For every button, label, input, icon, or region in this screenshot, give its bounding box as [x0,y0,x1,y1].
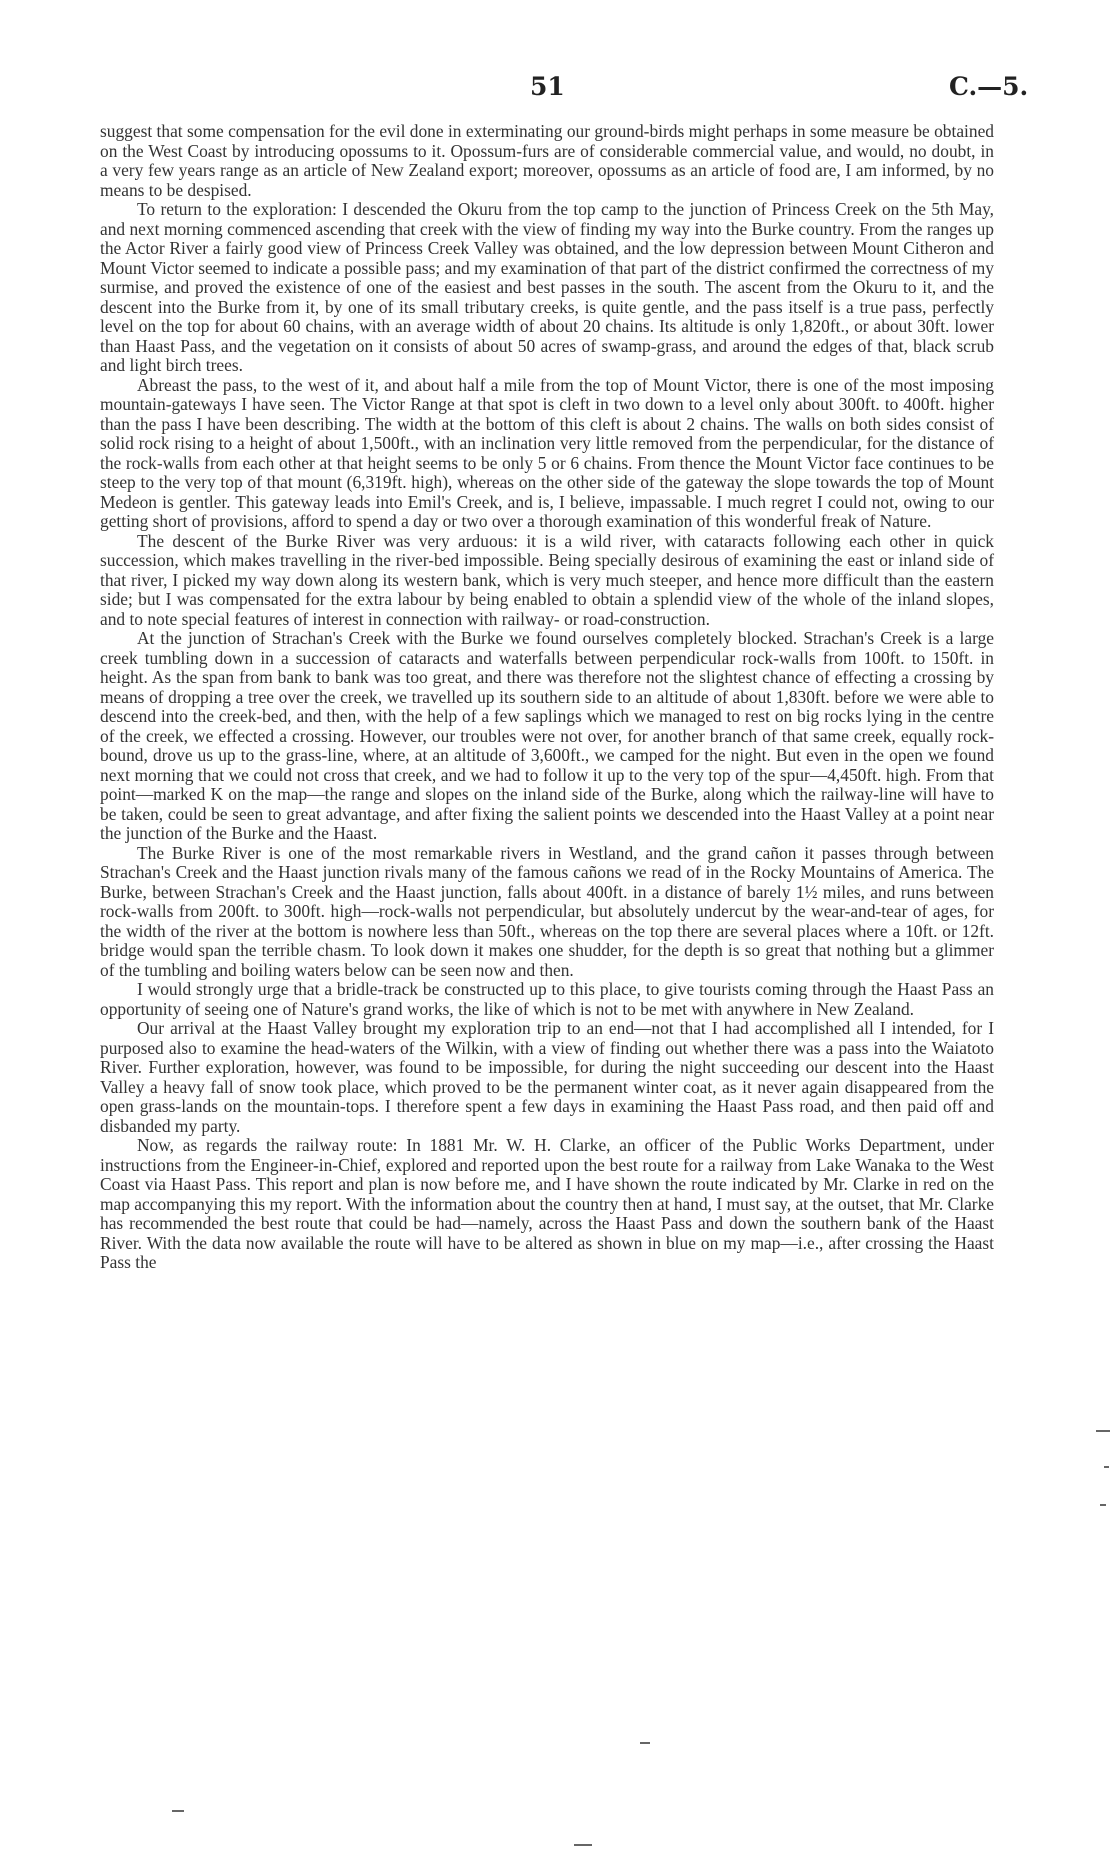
paragraph-haast-valley: Our arrival at the Haast Valley brought my exploration trip to an end—not that I had accomplished all I intended, for I purposed also to examine the head-waters of the Wilkin, with a view of finding out whether there was a pass into the Waiatoto River. Further exploration, however, was found to be impossible, for during the night succeeding our descent into the Haast Valley a heavy fall of snow took place, which proved to be the permanent winter coat, as it never again disappeared from the open grass-lands on the mountain-tops. I therefore spent a few days in examining the Haast Pass road, and then paid off and disbanded my party. [100,1018,994,1136]
body-text [100,122,994,1273]
paragraph-mountain-gateway: Abreast the pass, to the west of it, and about half a mile from the top of Mount Victor, there is one of the most imposing mountain-gateways I have seen. The Victor Range at that spot is cleft in two down to a level only about 300ft. to 400ft. higher than the pass I have been describing. The width at the bottom of this cleft is about 2 chains. The walls on both sides consist of solid rock rising to a height of about 1,500ft., with an inclination very little removed from the perpendicular, for the distance of the rock-walls from each other at that height seems to be only 5 or 6 chains. From thence the Mount Victor face continues to be steep to the very top of that mount (6,319ft. high), whereas on the other side of the gateway the slope towards the top of Mount Medeon is gentler. This gateway leads into Emil's Creek, and is, I believe, impassable. I much regret I could not, owing to our getting short of provisions, afford to spend a day or two over a thorough examination of this wonderful freak of Nature. [100,374,994,531]
paragraph-railway-route: Now, as regards the railway route: In 1881 Mr. W. H. Clarke, an officer of the Public Works Department, under instructions from the Engineer-in-Chief, explored and reported upon the best route for a railway from Lake Wanaka to the West Coast via Haast Pass. This report and plan is now before me, and I have shown the route indicated by Mr. Clarke in red on the map accompanying this my report. With the information about the country then at hand, I must say, at the outset, that Mr. Clarke has recommended the best route that could be had—namely, across the Haast Pass and down the southern bank of the Haast River. With the data now available the route will have to be altered as shown in blue on my map—i.e., after crossing the Haast Pass the [100,1135,994,1272]
paragraph-bridle-track: I would strongly urge that a bridle-track be constructed up to this place, to give tourists coming through the Haast Pass an opportunity of seeing one of Nature's grand works, the like of which is not to be met with anywhere in New Zealand. [100,979,994,1019]
scan-mark [1096,1430,1110,1432]
paragraph-strachans-creek: At the junction of Strachan's Creek with the Burke we found ourselves completely blocked. Strachan's Creek is a large creek tumbling down in a succession of cataracts and waterfalls between perpendicular rock-walls from 100ft. to 150ft. in height. As the span from bank to bank was too great, and there was therefore not the slightest chance of effecting a crossing by means of dropping a tree over the creek, we travelled up its southern side to an altitude of about 1,830ft. before we were able to descend into the creek-bed, and then, with the help of a few saplings which we managed to rest on big rocks lying in the centre of the creek, we effected a crossing. However, our troubles were not over, for another branch of that same creek, equally rock-bound, drove us up to the grass-line, where, at an altitude of 3,600ft., we camped for the night. But even in the open we found next morning that we could not cross that creek, and we had to follow it up to the very top of the spur—4,450ft. high. From that point—marked K on the map—the range and slopes on the inland side of the Burke, along which the railway-line will have to be taken, could be seen to great advantage, and after fixing the salient points we descended into the Haast Valley at a point near the junction of the Burke and the Haast. [100,628,994,843]
paragraph-burke-descent: The descent of the Burke River was very arduous: it is a wild river, with cataracts following each other in quick succession, which makes travelling in the river-bed impossible. Being specially desirous of examining the east or inland side of that river, I picked my way down along its western bank, which is very much steeper, and hence more difficult than the eastern side; but I was compensated for the extra labour by being enabled to obtain a splendid view of the whole of the inland slopes, and to note special features of interest in connection with railway- or road-construction. [100,530,994,629]
paragraph-opossums: suggest that some compensation for the evil done in exterminating our ground-birds might perhaps in some measure be obtained on the West Coast by introducing opossums to it. Opossum-furs are of considerable commercial value, and would, no doubt, in a very few years range as an article of New Zealand export; moreover, opossums as an article of food are, I am informed, by no means to be despised. [100,121,994,200]
scan-mark [172,1810,184,1812]
document-reference: C.—5. [949,72,1029,101]
page-number: 51 [530,72,565,101]
scan-mark [1100,1504,1106,1506]
scan-mark [640,1742,650,1744]
scan-mark [1104,1466,1109,1468]
scan-mark [574,1844,592,1846]
paragraph-burke-canon: The Burke River is one of the most remarkable rivers in Westland, and the grand cañon it passes through between Strachan's Creek and the Haast junction rivals many of the famous cañons we read of in the Rocky Mountains of America. The Burke, between Strachan's Creek and the Haast junction, falls about 400ft. in a distance of barely 1½ miles, and runs between rock-walls from 200ft. to 300ft. high—rock-walls not perpendicular, but absolutely undercut by the wear-and-tear of ages, for the width of the river at the bottom is nowhere less than 50ft., whereas on the top there are several places where a 10ft. or 12ft. bridge would span the terrible chasm. To look down it makes one shudder, for the depth is so great that nothing but a glimmer of the tumbling and boiling waters below can be seen now and then. [100,842,994,980]
paragraph-exploration: To return to the exploration: I descended the Okuru from the top camp to the junction of Princess Creek on the 5th May, and next morning commenced ascending that creek with the view of finding my way into the Burke country. From the ranges up the Actor River a fairly good view of Princess Creek Valley was obtained, and the low depression between Mount Citheron and Mount Victor seemed to indicate a possible pass; and my examination of that part of the district confirmed the correctness of my surmise, and proved the existence of one of the easiest and best passes in the south. The ascent from the Okuru to it, and the descent into the Burke from it, by one of its small tributary creeks, is quite gentle, and the pass itself is a true pass, perfectly level on the top for about 60 chains, with an average width of about 20 chains. Its altitude is only 1,820ft., or about 30ft. lower than Haast Pass, and the vegetation on it consists of about 50 acres of swamp-grass, and around the edges of that, black scrub and light birch trees. [100,199,994,375]
